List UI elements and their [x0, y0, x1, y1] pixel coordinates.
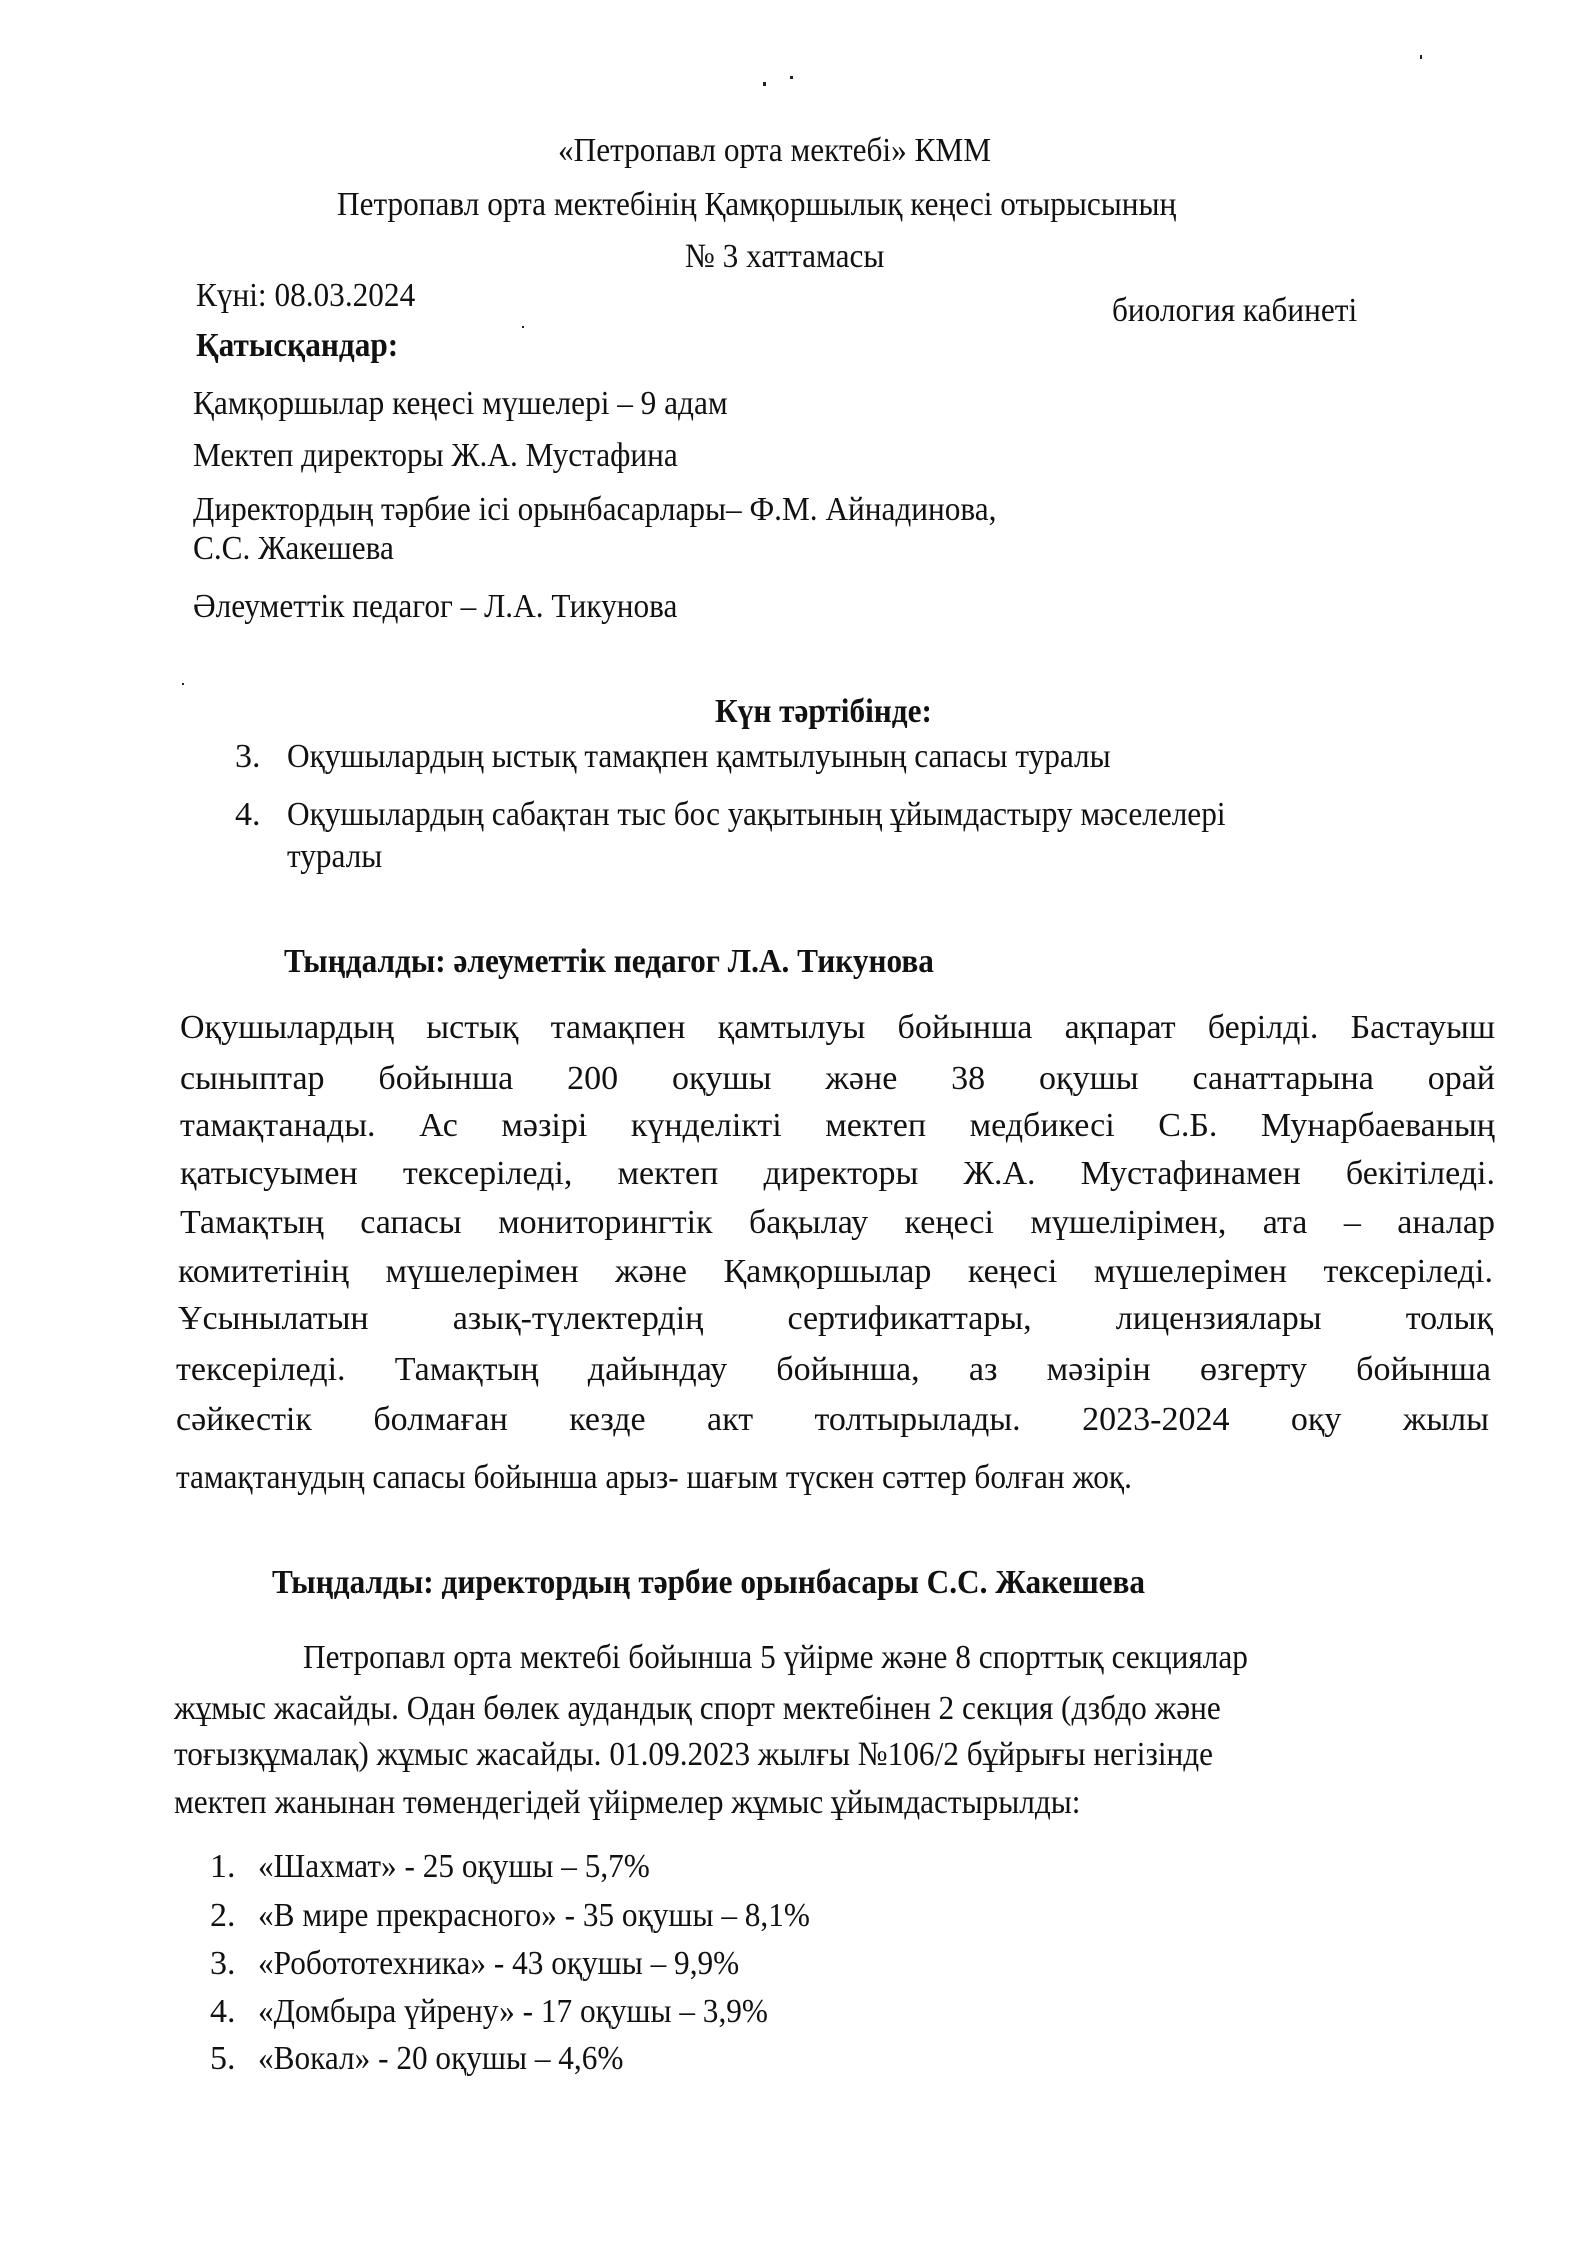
paragraph-line-text: тамақтанудың сапасы бойынша арыз- шағым түскен сәттер болған жоқ.	[176, 1459, 1132, 1496]
paragraph-line: тексеріледі. Тамақтың дайындау бойынша, аз мәзірін өзгерту бойынша	[176, 1351, 1491, 1388]
section2-heading	[272, 1563, 1221, 1603]
paragraph-line: қатысуымен тексеріледі, мектеп директоры Ж.А. Мустафинамен бекітіледі.	[180, 1155, 1495, 1192]
paragraph-line-text: жұмыс жасайды. Одан бөлек аудандық спорт мектебінен 2 секция (дзбдо және	[174, 1690, 1221, 1727]
club-item-text	[258, 1944, 781, 1984]
club-item-text	[258, 1992, 812, 2032]
paragraph-line-indented	[303, 1638, 1330, 1678]
paragraph-line: тамақтанады. Ас мәзірі күнделікті мектеп медбикесі С.Б. Мунарбаеваның	[180, 1107, 1495, 1144]
protocol-number	[0, 237, 1586, 277]
club-item-number: 3.	[210, 1945, 236, 1982]
participant-line	[193, 587, 720, 627]
meeting-location-text: биология кабинеті	[1112, 292, 1358, 329]
club-item-number: 5.	[210, 2040, 236, 2077]
participant-text: Директордың тәрбие ісі орынбасарлары– Ф.М. Айнадинова,	[193, 491, 997, 528]
club-item-label: «Шахмат» - 25 оқушы – 5,7%	[258, 1848, 650, 1885]
agenda-item-continuation-text: туралы	[287, 838, 383, 875]
meeting-date-text: Күні: 08.03.2024	[196, 277, 416, 314]
participants-title	[196, 326, 416, 366]
agenda-item-label: Оқушылардың сабақтан тыс бос уақытының ұйымдастыру мәселелері	[287, 796, 1226, 833]
paragraph-line-text: тоғызқұмалақ) жұмыс жасайды. 01.09.2023 жылғы №106/2 бұйрығы негізінде	[174, 1736, 1214, 1773]
agenda-title-text: Күн тәртібінде:	[715, 693, 933, 730]
club-item-text	[258, 1847, 684, 1887]
agenda-item-number: 4.	[235, 796, 261, 833]
org-title	[0, 131, 1586, 171]
scan-speck	[763, 82, 766, 86]
agenda-item-text	[287, 737, 1182, 777]
org-title-text: «Петропавл орта мектебі» КММ	[557, 132, 991, 169]
paragraph-line	[174, 1783, 1159, 1823]
participant-text: С.С. Жакешева	[193, 530, 394, 567]
paragraph-line: сәйкестік болмаған кезде акт толтырылады. 2023-2024 оқу жылы	[176, 1401, 1489, 1438]
participant-line	[193, 490, 1066, 530]
paragraph-line: сыныптар бойынша 200 оқушы және 38 оқушы санаттарына орай	[180, 1060, 1495, 1097]
section1-heading	[284, 942, 990, 982]
scan-speck	[790, 76, 793, 79]
participant-line	[193, 529, 411, 569]
council-title	[0, 185, 1586, 225]
club-item-label: «Вокал» - 20 оқушы – 4,6%	[258, 2040, 624, 2077]
participant-text: Мектеп директоры Ж.А. Мустафина	[193, 437, 678, 474]
club-item-number: 2.	[210, 1897, 236, 1934]
agenda-item-continuation	[287, 837, 391, 877]
scan-speck	[522, 326, 524, 328]
participant-line	[193, 384, 774, 424]
club-item-text	[258, 2039, 655, 2079]
club-item-label: «В мире прекрасного» - 35 оқушы – 8,1%	[258, 1897, 810, 1934]
paragraph-line-text: Петропавл орта мектебі бойынша 5 үйірме және 8 спорттық секциялар	[303, 1639, 1248, 1676]
agenda-item-text	[287, 795, 1307, 835]
scan-speck	[1420, 55, 1422, 59]
meeting-date	[196, 276, 434, 316]
club-item-label: «Робототехника» - 43 оқушы – 9,9%	[258, 1945, 740, 1982]
agenda-item-label: Оқушылардың ыстық тамақпен қамтылуының сапасы туралы	[287, 738, 1111, 775]
paragraph-line: комитетінің мүшелерімен және Қамқоршылар кеңесі мүшелерімен тексеріледі.	[178, 1253, 1493, 1290]
club-item-text	[258, 1896, 858, 1936]
agenda-title	[40, 692, 1586, 732]
club-item-number: 4.	[210, 1993, 236, 2030]
paragraph-line: Ұсынылатын азық-түлектердің сертификаттары, лицензиялары толық	[178, 1300, 1493, 1337]
paragraph-line-text: мектеп жанынан төмендегідей үйірмелер жұмыс ұйымдастырылды:	[174, 1784, 1081, 1821]
participant-text: Қамқоршылар кеңесі мүшелері – 9 адам	[193, 385, 728, 422]
section2-heading-text: Тыңдалды: директордың тәрбие орынбасары С.С. Жакешева	[272, 1564, 1146, 1601]
paragraph-line-last	[176, 1458, 1215, 1498]
council-title-text: Петропавл орта мектебінің Қамқоршылық кеңесі отырысының	[336, 186, 1177, 223]
paragraph-line: Тамақтың сапасы мониторингтік бақылау кеңесі мүшелірімен, ата – аналар	[180, 1204, 1495, 1241]
participant-text: Әлеуметтік педагог – Л.А. Тикунова	[193, 588, 678, 625]
protocol-number-text: № 3 хаттамасы	[684, 238, 885, 275]
participants-title-text: Қатысқандар:	[196, 327, 399, 364]
meeting-location	[1112, 291, 1378, 331]
scan-speck	[182, 683, 184, 685]
section1-heading-text: Тыңдалды: әлеуметтік педагог Л.А. Тикунова	[284, 943, 934, 980]
agenda-item-number: 3.	[235, 738, 261, 775]
club-item-label: «Домбыра үйрену» - 17 оқушы – 3,9%	[258, 1993, 768, 2030]
paragraph-line: Оқушылардың ыстық тамақпен қамтылуы бойынша ақпарат берілді. Бастауыш	[180, 1009, 1495, 1046]
club-item-number: 1.	[210, 1848, 236, 1885]
participant-line	[193, 436, 720, 476]
paragraph-line	[174, 1735, 1303, 1775]
paragraph-line	[174, 1689, 1312, 1729]
